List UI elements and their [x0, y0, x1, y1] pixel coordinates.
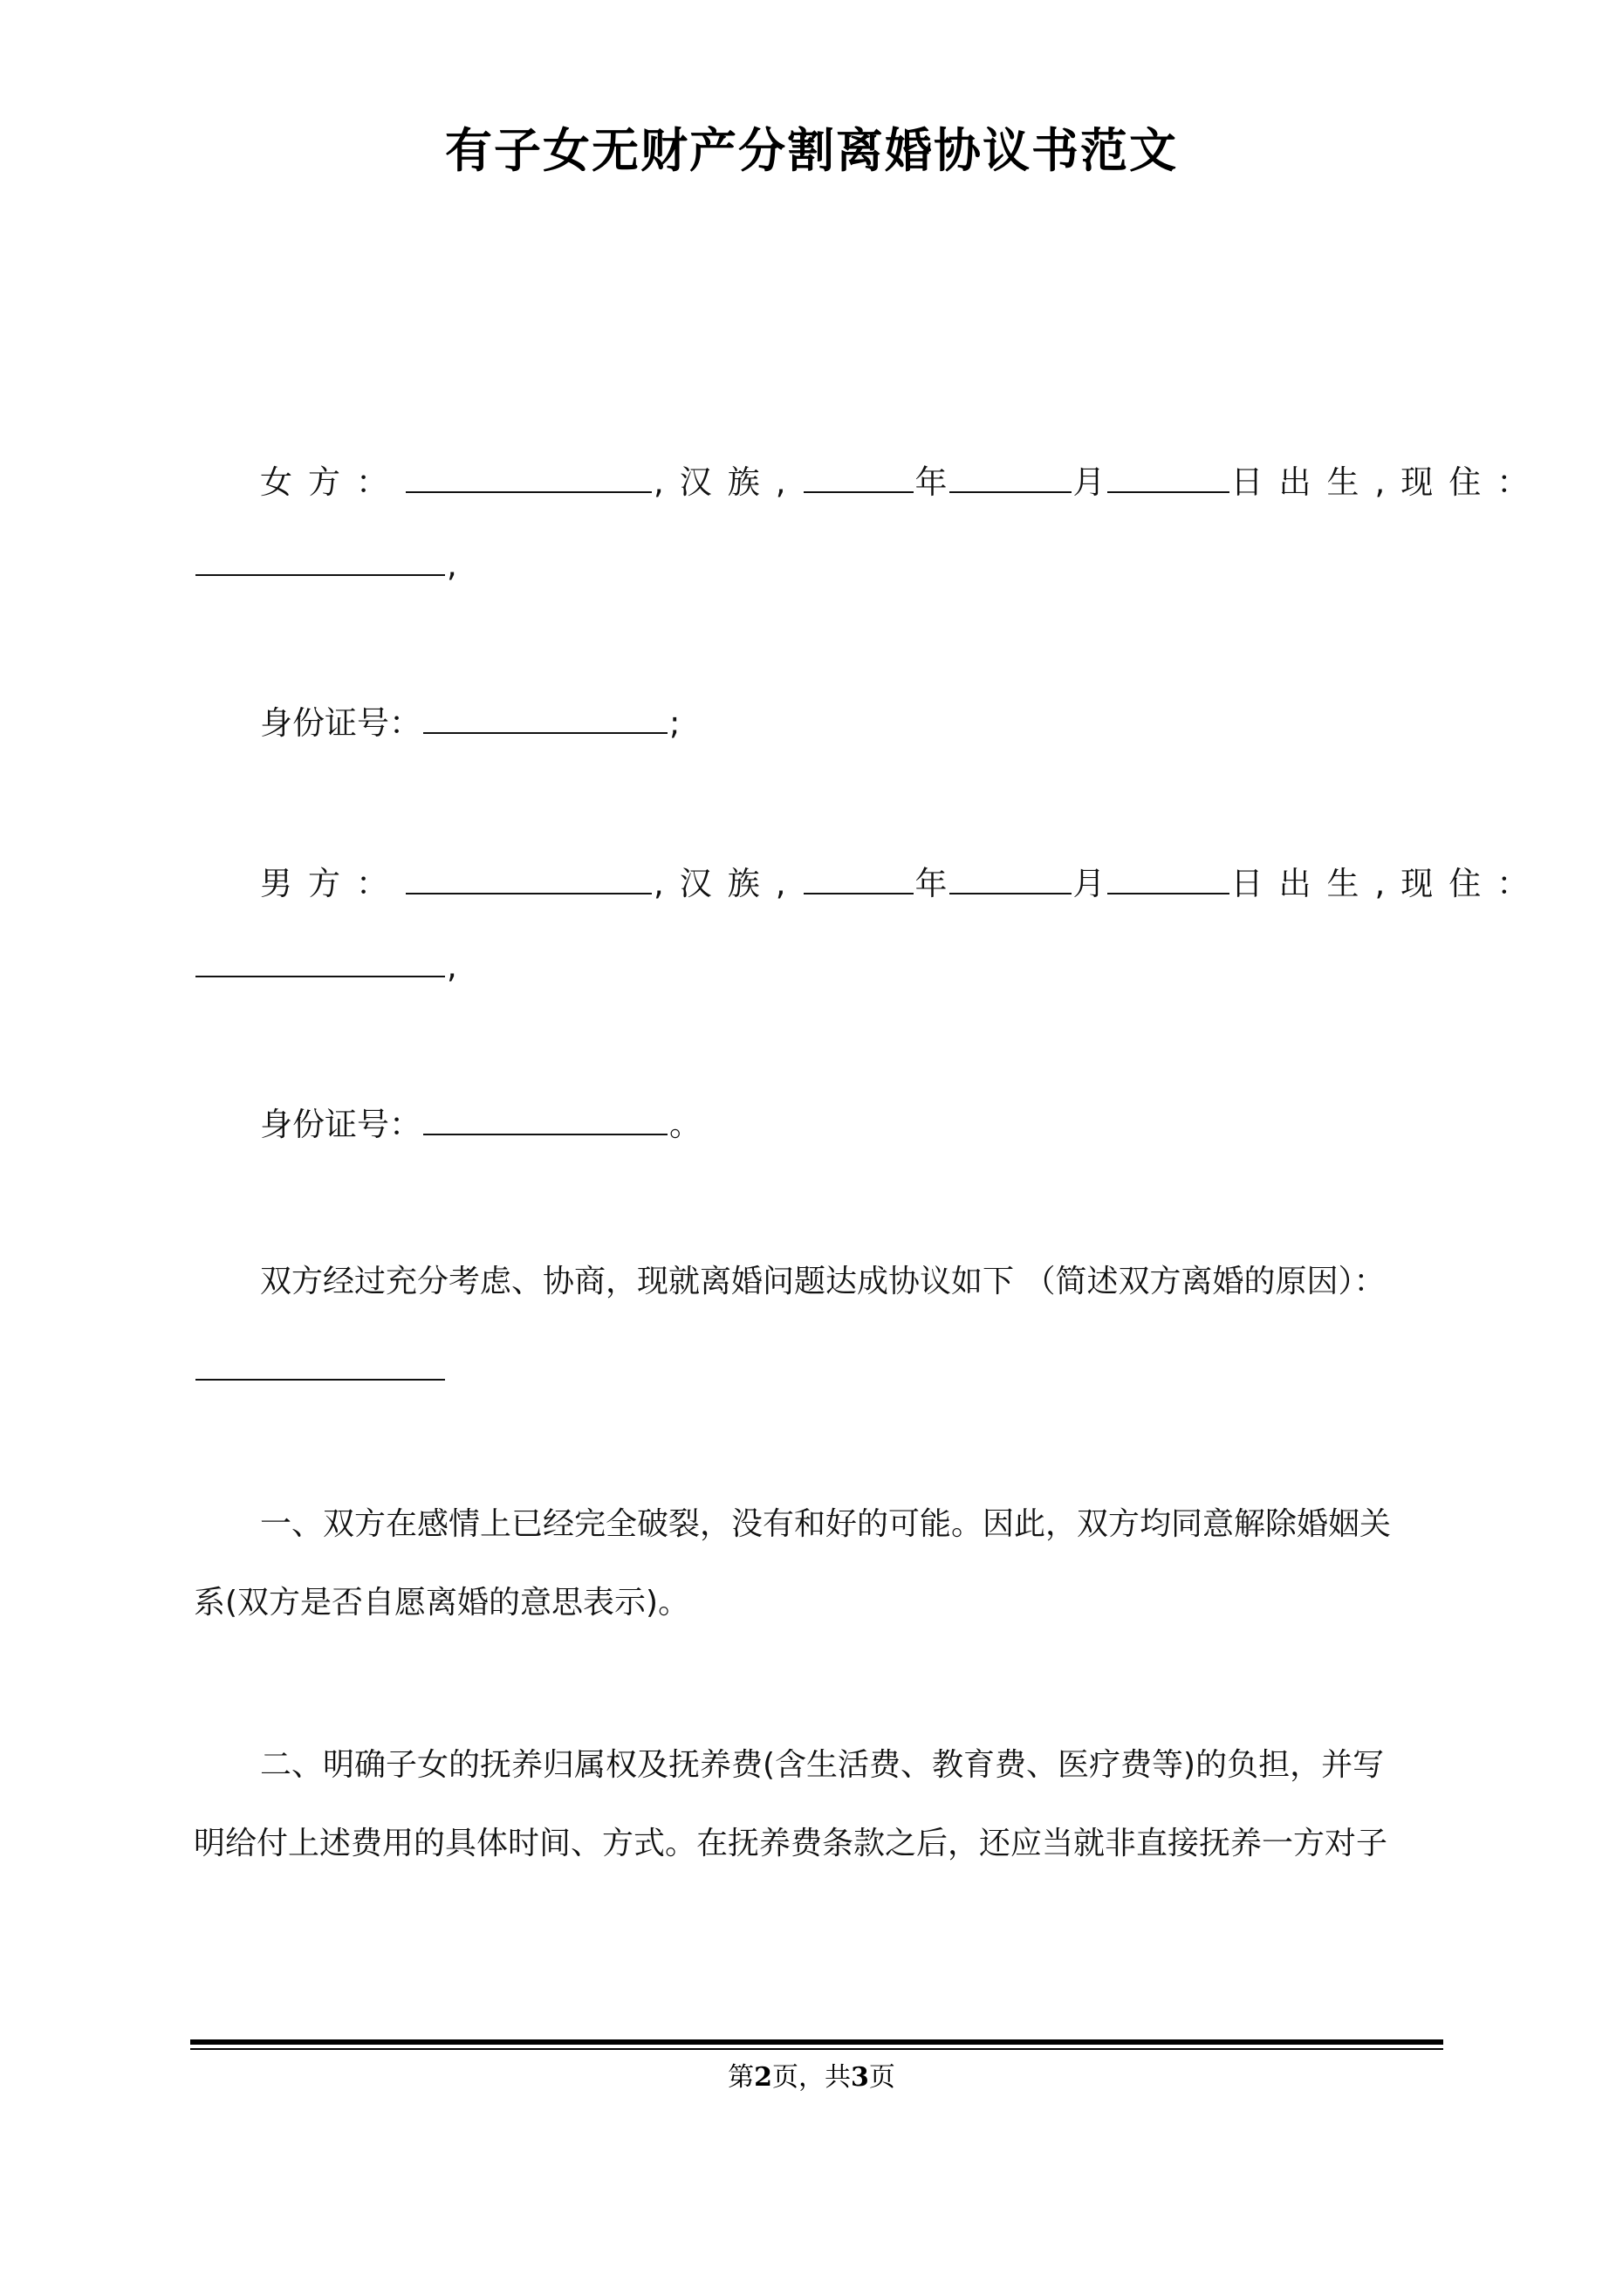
footer-current-page: 2 — [754, 2062, 772, 2093]
male-id-line — [260, 1098, 702, 1145]
female-residence-end: , — [447, 546, 457, 584]
footer-total-pages: 3 — [851, 2062, 869, 2093]
male-residence-line — [194, 948, 457, 985]
male-info-line — [260, 857, 1544, 904]
male-ethnic-text: ,汉族, — [654, 865, 802, 902]
male-month-label: 月 — [1072, 865, 1106, 902]
clause-1-line-2: 系(双方是否自愿离婚的意思表示)。 — [194, 1585, 690, 1621]
female-label: 女方： — [260, 463, 404, 501]
clause-1-line-1: 一、双方在感情上已经完全破裂，没有和好的可能。因此，双方均同意解除婚姻关 — [260, 1506, 1392, 1542]
agreement-reason-line — [194, 1351, 447, 1388]
male-id-end: 。 — [669, 1106, 702, 1143]
female-name-blank — [406, 490, 652, 493]
document-title: 有子女无财产分割离婚协议书范文 — [445, 123, 1178, 178]
female-id-label: 身份证号： — [260, 704, 421, 742]
male-id-label: 身份证号： — [260, 1106, 421, 1143]
female-year-label: 年 — [914, 463, 948, 501]
agreement-intro: 双方经过充分考虑、协商，现就离婚问题达成协议如下 （简述双方离婚的原因）： — [260, 1264, 1386, 1299]
male-birth-residence-text: 日出生,现住： — [1230, 865, 1545, 902]
male-id-blank — [423, 1133, 668, 1135]
male-name-blank — [406, 892, 652, 894]
female-ethnic-text: ,汉族, — [654, 463, 802, 501]
male-label: 男方： — [260, 865, 404, 902]
footer-rule-thin — [190, 2048, 1443, 2050]
male-birth-month-blank — [949, 892, 1072, 894]
footer-rule-thick — [190, 2039, 1443, 2045]
female-birth-year-blank — [804, 490, 914, 493]
footer-suffix: 页 — [868, 2062, 895, 2093]
page-number-footer — [0, 2055, 1623, 2094]
female-month-label: 月 — [1072, 463, 1106, 501]
female-birth-month-blank — [949, 490, 1072, 493]
female-info-line — [260, 456, 1544, 503]
male-birth-year-blank — [804, 892, 914, 894]
female-id-blank — [423, 731, 668, 734]
female-residence-line — [194, 546, 457, 584]
clause-2-line-2: 明给付上述费用的具体时间、方式。在抚养费条款之后，还应当就非直接抚养一方对子 — [194, 1826, 1388, 1861]
footer-middle: 页，共 — [772, 2062, 851, 2093]
female-birth-residence-text: 日出生,现住： — [1230, 463, 1545, 501]
agreement-reason-blank — [195, 1378, 445, 1381]
male-residence-blank — [195, 975, 445, 977]
male-residence-end: , — [447, 948, 457, 985]
footer-prefix: 第 — [728, 2062, 755, 2093]
female-id-end: ; — [669, 704, 681, 742]
male-birth-day-blank — [1107, 892, 1229, 894]
female-birth-day-blank — [1107, 490, 1229, 493]
female-residence-blank — [195, 573, 445, 576]
female-id-line — [260, 696, 680, 744]
male-year-label: 年 — [914, 865, 948, 902]
clause-2-line-1: 二、明确子女的抚养归属权及抚养费(含生活费、教育费、医疗费等)的负担，并写 — [260, 1747, 1385, 1783]
